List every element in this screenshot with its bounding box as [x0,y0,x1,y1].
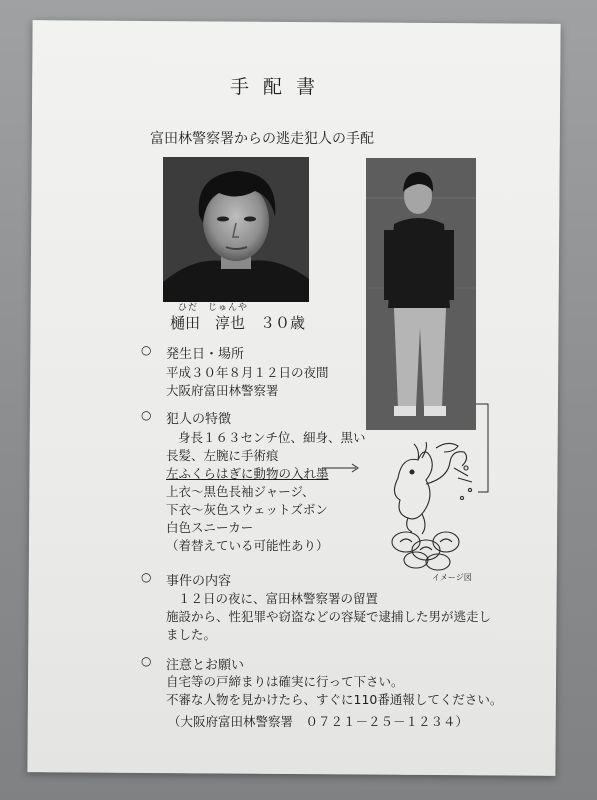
section-line: 上衣～黒色長袖ジャージ、 [166,484,315,499]
section-heading-features: 犯人の特徴 [166,412,232,427]
section-line: 平成３０年８月１２日の夜間 [166,365,329,380]
section-line: 不審な人物を見かけたら、すぐに110番通報してください。 [166,692,503,707]
police-contact-footer: （大阪府富田林警察署 ０７２１－２５－１２３４） [168,714,469,729]
section-line-tattoo: 左ふくらはぎに動物の入れ墨 [166,466,329,481]
section-heading-incident: 事件の内容 [166,574,232,589]
flyer-title: 手配書 [230,76,330,98]
section-line: （着替えている可能性あり） [166,538,329,553]
section-line: 施設から、性犯罪や窃盗などの容疑で逮捕した男が逃走し [166,609,492,624]
section-line: 下衣～灰色スウェットズボン [166,502,328,517]
section-marker: ○ [141,343,152,357]
section-line: 身長１６３センチ位、細身、黒い [178,430,366,445]
section-line: ました。 [166,627,217,642]
suspect-full-body-photo [366,158,476,430]
section-heading-date-place: 発生日・場所 [166,347,245,362]
tattoo-caption: イメージ図 [432,573,472,582]
suspect-name-ruby: ひだ じゅんや [178,303,249,313]
section-line: 白色スニーカー [166,520,254,535]
section-line: １２日の夜に、富田林警察署の留置 [178,591,379,606]
section-line: 大阪府富田林警察署 [166,383,279,398]
section-marker: ○ [141,654,152,668]
section-heading-notice: 注意とお願い [166,658,245,673]
section-marker: ○ [141,570,152,584]
suspect-portrait-photo [163,157,309,302]
tattoo-illustration [378,438,478,572]
flyer-subtitle: 富田林警察署からの逃走犯人の手配 [150,131,374,147]
suspect-name: 樋田 淳也 ３０歳 [170,314,306,332]
section-line: 長髪、左腕に手術痕 [166,448,279,463]
section-marker: ○ [141,408,152,422]
section-line: 自宅等の戸締まりは確実に行って下さい。 [166,674,404,689]
